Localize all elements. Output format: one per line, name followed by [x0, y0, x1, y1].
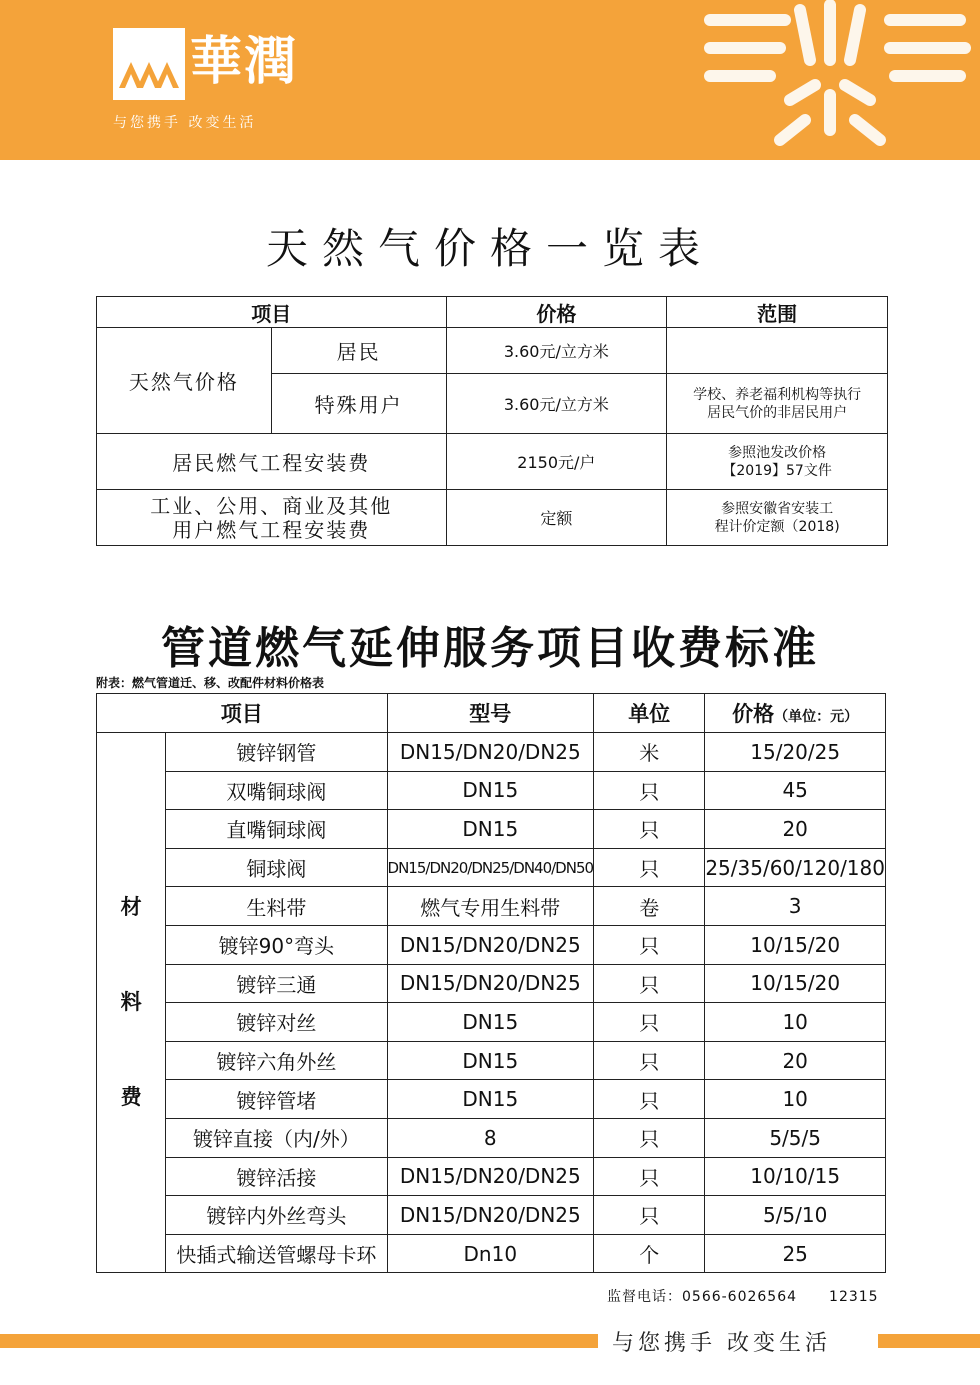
cell-model: DN15/DN20/DN25 — [387, 1157, 594, 1196]
service-fee-title: 管道燃气延伸服务项目收费标准 — [161, 623, 819, 674]
cell-model: Dn10 — [387, 1234, 594, 1273]
table-row — [97, 1003, 886, 1042]
cell-model: 8 — [387, 1118, 594, 1157]
cell-model: DN15/DN20/DN25/DN40/DN50 — [387, 848, 594, 887]
table-note: 附表：燃气管道迁、移、改配件材料价格表 — [96, 676, 325, 690]
cell-name: 镀锌内外丝弯头 — [166, 1196, 387, 1235]
cell-price: 20 — [705, 1041, 886, 1080]
cell-model: DN15/DN20/DN25 — [387, 733, 594, 772]
table-header-row — [97, 297, 888, 328]
table-row — [97, 490, 888, 546]
cell-name: 镀锌六角外丝 — [166, 1041, 387, 1080]
hotline-number: 监督电话：0566-6026564 — [607, 1289, 798, 1305]
header-item: 项目 — [97, 694, 388, 733]
cell-unit: 只 — [594, 964, 705, 1003]
cell-price: 25/35/60/120/180 — [705, 848, 886, 887]
footer-bar — [878, 1334, 980, 1348]
row-price: 3.60元/立方米 — [446, 374, 667, 434]
header-price-label: 价格 — [732, 702, 775, 726]
row-scope — [667, 490, 888, 546]
row-scope — [667, 434, 888, 490]
table-row — [97, 1041, 886, 1080]
cell-model: DN15 — [387, 1003, 594, 1042]
gas-price-table — [96, 296, 888, 546]
cell-name: 双嘴铜球阀 — [166, 771, 387, 810]
cell-model: DN15/DN20/DN25 — [387, 925, 594, 964]
cell-unit: 只 — [594, 1118, 705, 1157]
footer-slogan: 与您携手 改变生活 — [612, 1331, 831, 1356]
cell-model: DN15 — [387, 1080, 594, 1119]
category-label — [97, 733, 166, 1273]
item-line: 用户燃气工程安装费 — [172, 517, 371, 542]
header-price — [705, 694, 886, 733]
table-row — [97, 1118, 886, 1157]
cell-price: 3 — [705, 887, 886, 926]
table-row — [97, 887, 886, 926]
cell-unit: 只 — [594, 1080, 705, 1119]
scope-line: 参照池发改价格 — [728, 444, 827, 461]
row-price: 定额 — [446, 490, 667, 546]
table-row — [97, 1080, 886, 1119]
table-row — [97, 964, 886, 1003]
category-char: 费 — [120, 1085, 142, 1110]
cell-price: 10 — [705, 1003, 886, 1042]
category-char: 材 — [120, 895, 142, 920]
cell-name: 快插式输送管螺母卡环 — [166, 1234, 387, 1273]
sunburst-icon — [690, 0, 980, 160]
hotline — [607, 1286, 879, 1306]
cell-unit: 只 — [594, 1003, 705, 1042]
cell-unit: 只 — [594, 925, 705, 964]
cell-price: 20 — [705, 810, 886, 849]
cell-name: 镀锌直接（内/外） — [166, 1118, 387, 1157]
cell-price: 45 — [705, 771, 886, 810]
cell-unit: 米 — [594, 733, 705, 772]
row-scope — [667, 328, 888, 374]
cell-price: 5/5/10 — [705, 1196, 886, 1235]
cell-model: DN15 — [387, 810, 594, 849]
header-price-unit: （单位：元） — [774, 709, 859, 725]
group-label: 天然气价格 — [97, 328, 272, 434]
header-unit: 单位 — [594, 694, 705, 733]
table-row — [97, 328, 888, 374]
cell-unit: 只 — [594, 1196, 705, 1235]
table-row — [97, 848, 886, 887]
scope-line: 程计价定额（2018) — [714, 518, 840, 535]
cell-name: 镀锌钢管 — [166, 733, 387, 772]
header-model: 型号 — [387, 694, 594, 733]
cell-price: 10/15/20 — [705, 964, 886, 1003]
scope-line: 学校、养老福利机构等执行 — [693, 386, 862, 403]
header-scope: 范围 — [667, 297, 888, 328]
cell-price: 25 — [705, 1234, 886, 1273]
category-char: 料 — [120, 990, 142, 1015]
cell-model: DN15 — [387, 1041, 594, 1080]
item-line: 工业、公用、商业及其他 — [150, 493, 393, 518]
table-row — [97, 733, 886, 772]
row-scope — [667, 374, 888, 434]
cell-unit: 只 — [594, 1041, 705, 1080]
header-banner — [0, 0, 980, 160]
cell-price: 10 — [705, 1080, 886, 1119]
header-item: 项目 — [97, 297, 447, 328]
cell-unit: 只 — [594, 771, 705, 810]
row-sub-label: 特殊用户 — [271, 374, 446, 434]
table-row — [97, 434, 888, 490]
cell-model: 燃气专用生料带 — [387, 887, 594, 926]
scope-line: 居民气价的非居民用户 — [707, 404, 848, 421]
cell-name: 镀锌三通 — [166, 964, 387, 1003]
table-row — [97, 771, 886, 810]
cell-unit: 个 — [594, 1234, 705, 1273]
hotline-alt: 12315 — [829, 1289, 879, 1305]
header-price: 价格 — [446, 297, 667, 328]
cell-name: 镀锌对丝 — [166, 1003, 387, 1042]
cell-unit: 只 — [594, 1157, 705, 1196]
logo-mark-icon — [113, 28, 185, 100]
cell-model: DN15 — [387, 771, 594, 810]
cell-name: 直嘴铜球阀 — [166, 810, 387, 849]
cell-price: 10/10/15 — [705, 1157, 886, 1196]
scope-line: 【2019】57文件 — [722, 462, 832, 479]
logo-text: 華潤 — [190, 31, 299, 92]
table-header-row — [97, 694, 886, 733]
row-sub-label: 居民 — [271, 328, 446, 374]
cell-price: 10/15/20 — [705, 925, 886, 964]
table-row — [97, 1196, 886, 1235]
cell-name: 生料带 — [166, 887, 387, 926]
table-row — [97, 925, 886, 964]
cell-name: 镀锌管堵 — [166, 1080, 387, 1119]
row-price: 2150元/户 — [446, 434, 667, 490]
cell-name: 镀锌90°弯头 — [166, 925, 387, 964]
table-row — [97, 810, 886, 849]
header-slogan: 与您携手 改变生活 — [113, 115, 257, 131]
cell-model: DN15/DN20/DN25 — [387, 964, 594, 1003]
cell-name: 镀锌活接 — [166, 1157, 387, 1196]
table-row — [97, 1234, 886, 1273]
table-row — [97, 1157, 886, 1196]
row-item: 居民燃气工程安装费 — [97, 434, 447, 490]
row-price: 3.60元/立方米 — [446, 328, 667, 374]
cell-price: 15/20/25 — [705, 733, 886, 772]
price-table-title: 天然气价格一览表 — [265, 224, 714, 273]
row-item — [97, 490, 447, 546]
cell-unit: 卷 — [594, 887, 705, 926]
cell-price: 5/5/5 — [705, 1118, 886, 1157]
cell-model: DN15/DN20/DN25 — [387, 1196, 594, 1235]
cell-unit: 只 — [594, 848, 705, 887]
cell-unit: 只 — [594, 810, 705, 849]
footer-bar — [0, 1334, 598, 1348]
material-price-table — [96, 693, 886, 1273]
cell-name: 铜球阀 — [166, 848, 387, 887]
scope-line: 参照安徽省安装工 — [721, 500, 834, 517]
